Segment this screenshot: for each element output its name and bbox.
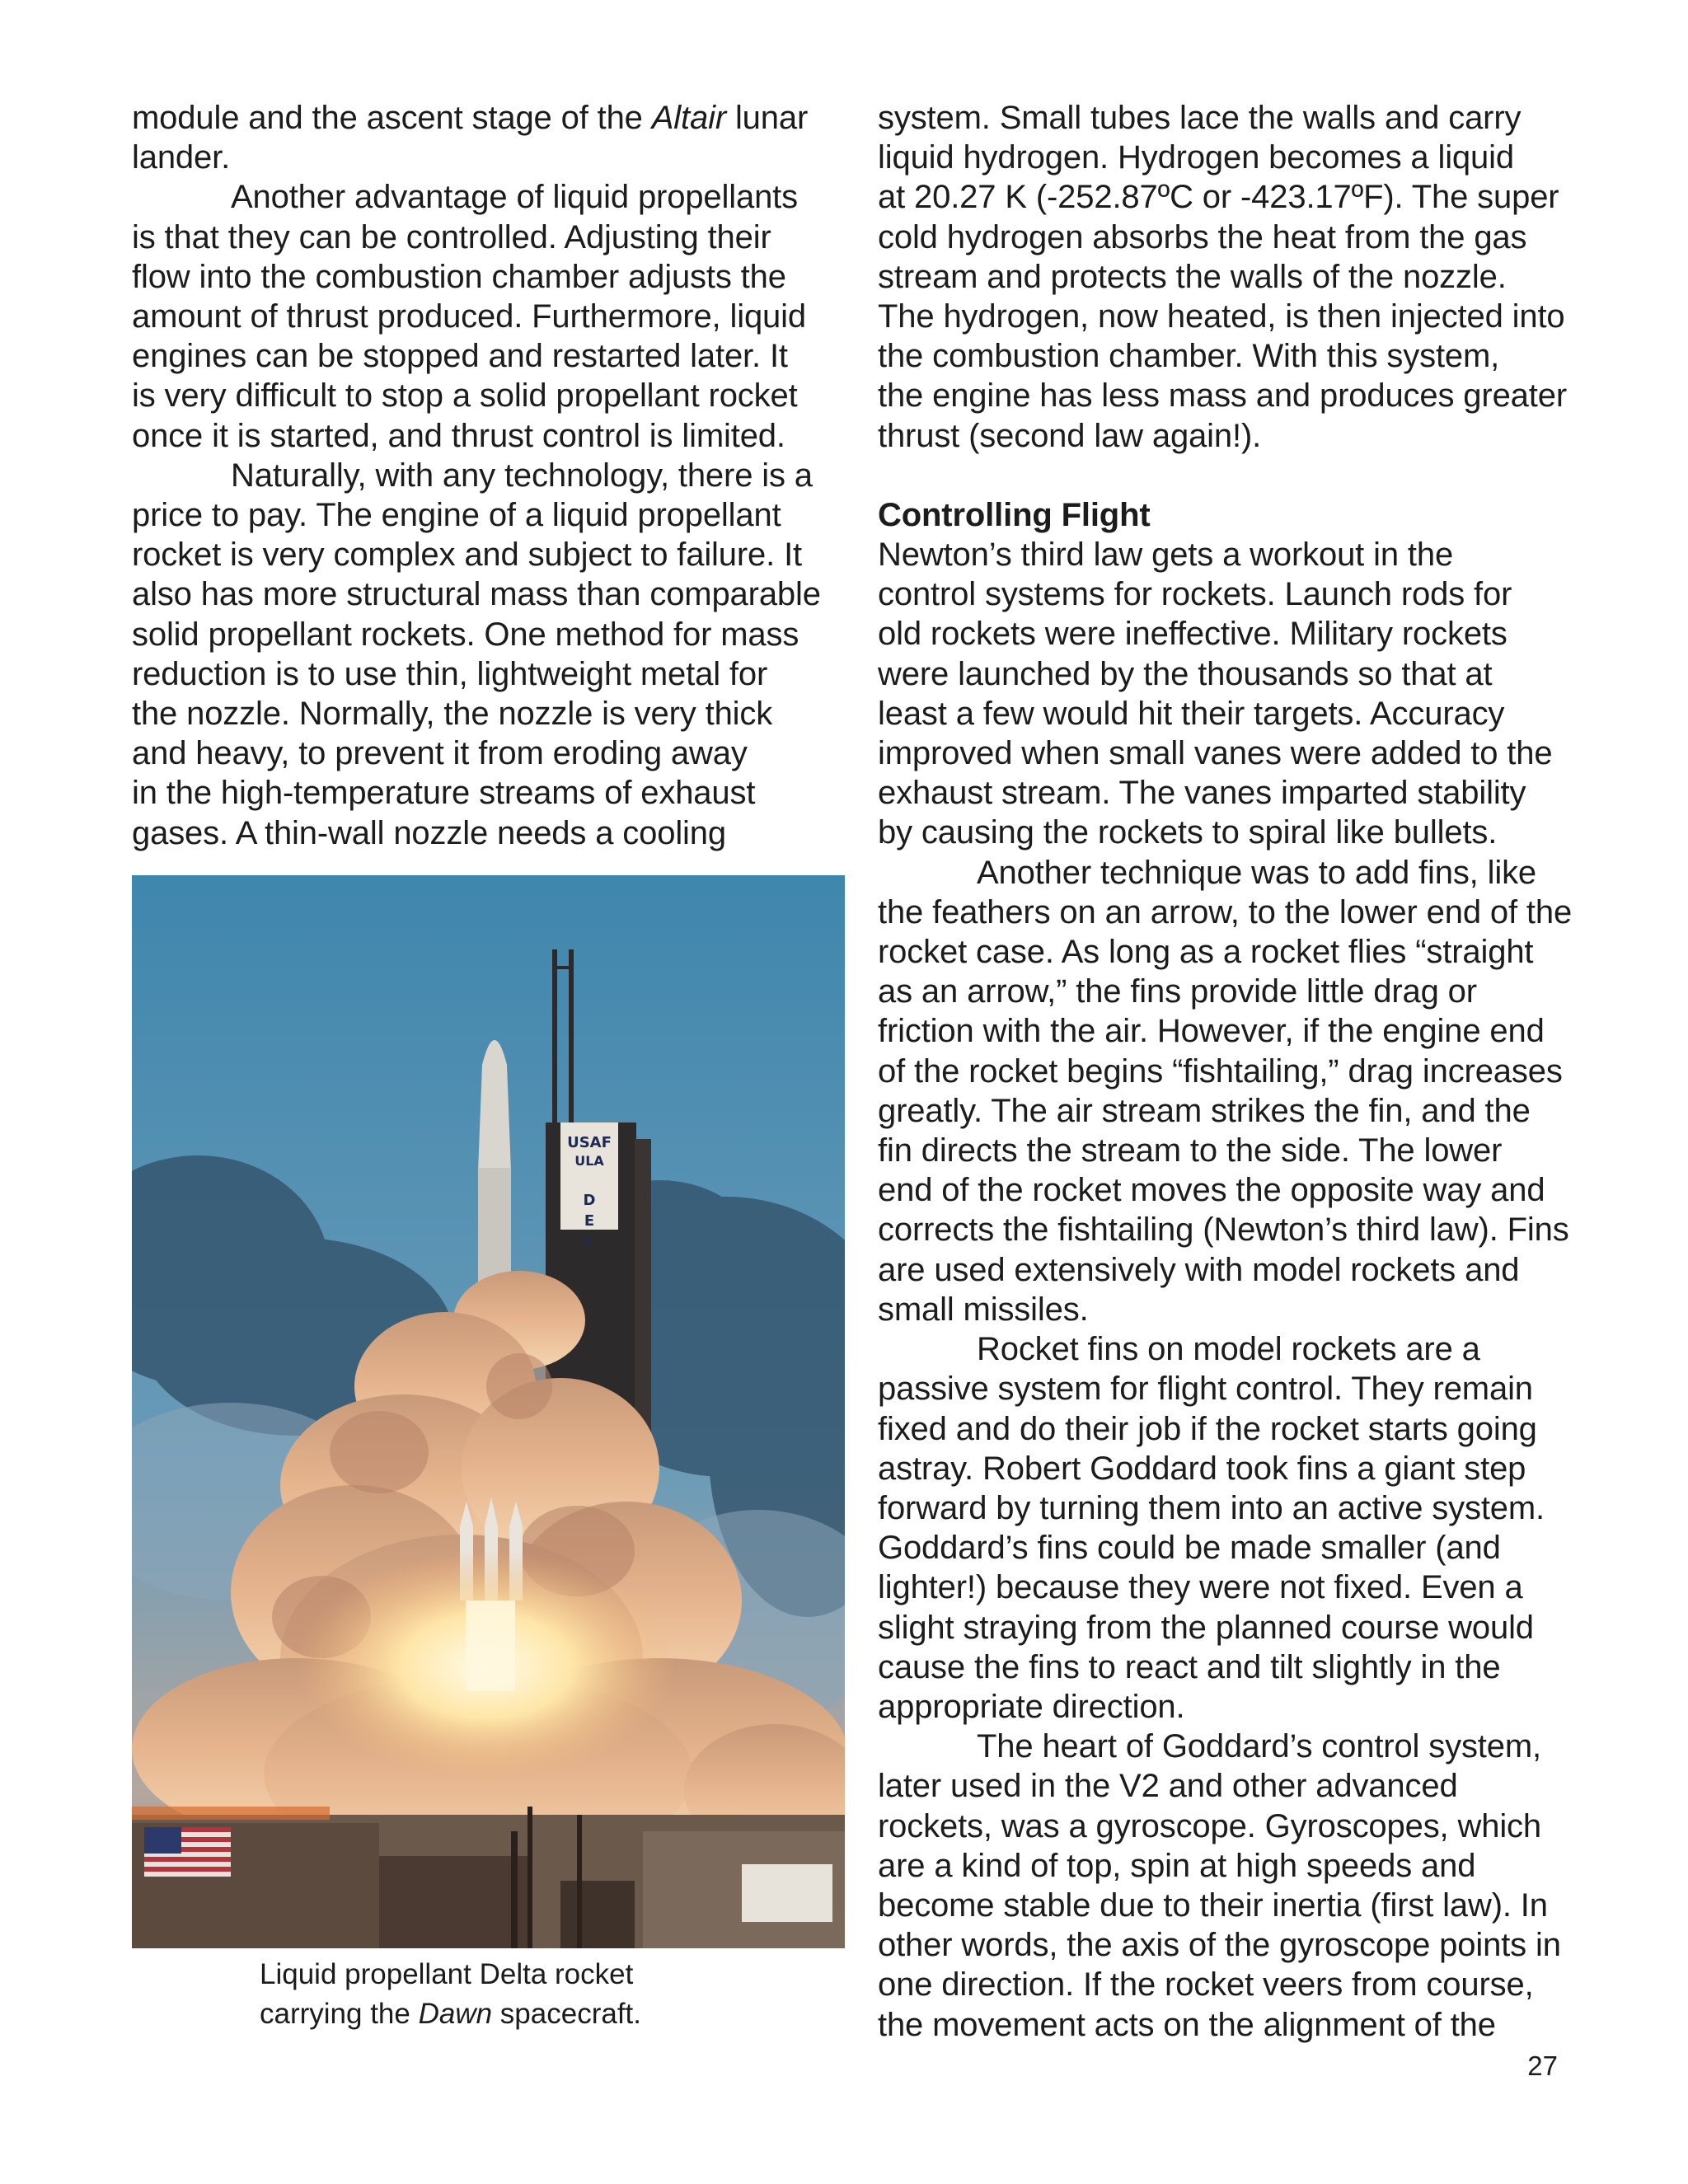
paragraph-liquid-advantage: Another advantage of liquid propellants is that they can be controlled. Adjusting their flow into the combustion chamber adjusts the amount of thrust produced. Furthermore, liquid engines can be stopped and restarted later. It is very difficult to stop a solid propellant rocket once it is started, and thrust control is limited. [132, 179, 806, 454]
altair-emphasis: Altair [651, 100, 726, 136]
right-text-column [878, 98, 1599, 2045]
american-flag-icon [144, 1827, 231, 1877]
paragraph-altair: module and the ascent stage of the Altair lunar lander. [132, 100, 809, 176]
caption-line-1: Liquid propellant Delta rocket [260, 1958, 634, 1990]
left-text-column [132, 98, 842, 853]
delta-rocket-launch-photo [132, 875, 845, 1948]
dawn-emphasis: Dawn [418, 1998, 493, 2030]
paragraph-gyroscope: The heart of Goddard’s control system, later used in the V2 and other advanced rockets, was a gyroscope. Gyroscopes, which are a kind of top, spin at high speeds and become stable due to their inertia (first law). In other words, the axis of the gyroscope points in one direction. If the rocket veers from course, the movement acts on the alignment of the [878, 1728, 1561, 2043]
tower-sign-ula: ULA [574, 1153, 604, 1169]
paragraph-price-to-pay: Naturally, with any technology, there is a price to pay. The engine of a liquid propellant rocket is very complex and subject to failure. It also has more structural mass than comparable solid propellant rockets. One method for mass reduction is to use thin, lightweight metal for the nozzle. Normally, the nozzle is very thick and heavy, to prevent it from eroding away in the high-temperature streams of exhaust gases. A thin-wall nozzle needs a cooling [132, 457, 821, 851]
paragraph-fins: Another technique was to add fins, like the feathers on an arrow, to the lower end of the rocket case. As long as a rocket flies “straight as an arrow,” the fins provide little drag or friction with the air. However, if the engine end of the rocket begins “fishtailing,” drag increases greatly. The air stream strikes the fin, and the fin directs the stream to the side. The lower end of the rocket moves the opposite way and corrects the fishtailing (Newton’s third law). Fins are used extensively with model rockets and small missiles. [878, 854, 1573, 1328]
tower-sign-d: D [583, 1192, 596, 1209]
page-number: 27 [1527, 2050, 1558, 2081]
tower-sign-usaf: USAF [567, 1134, 612, 1151]
paragraph-cooling-system: system. Small tubes lace the walls and carry liquid hydrogen. Hydrogen becomes a liquid at 20.27 K (-252.87ºC or -423.17ºF). The super cold hydrogen absorbs the heat from the gas stream and protects the walls of the nozzle. The hydrogen, now heated, is then injected into the combustion chamber. With this system, the engine has less mass and produces greater thrust (second law again!). [878, 100, 1567, 454]
paragraph-model-rocket-fins: Rocket fins on model rockets are a passive system for flight control. They remain fixed and do their job if the rocket starts going astray. Robert Goddard took fins a giant step forward by turning them into an active system. Goddard’s fins could be made smaller (and lighter!) because they were not fixed. Even a slight straying from the planned course would cause the fins to react and tilt slightly in the appropriate direction. [878, 1331, 1545, 1725]
tower-sign-e: E [584, 1212, 595, 1230]
paragraph-newton-third-law: Newton’s third law gets a workout in the control systems for rockets. Launch rods for old rockets were ineffective. Military rockets were launched by the thousands so that at least a few would hit their targets. Accuracy improved when small vanes were added to the exhaust stream. The vanes imparted stability by causing the rockets to spiral like bullets. [878, 537, 1553, 851]
tower-sign-l: L [584, 1233, 594, 1250]
caption-line-2: carrying the Dawn spacecraft. [260, 1998, 641, 2030]
section-heading: Controlling Flight [878, 496, 1151, 533]
launch-pad-structures [132, 1807, 845, 1948]
photo-caption [132, 1955, 791, 2034]
